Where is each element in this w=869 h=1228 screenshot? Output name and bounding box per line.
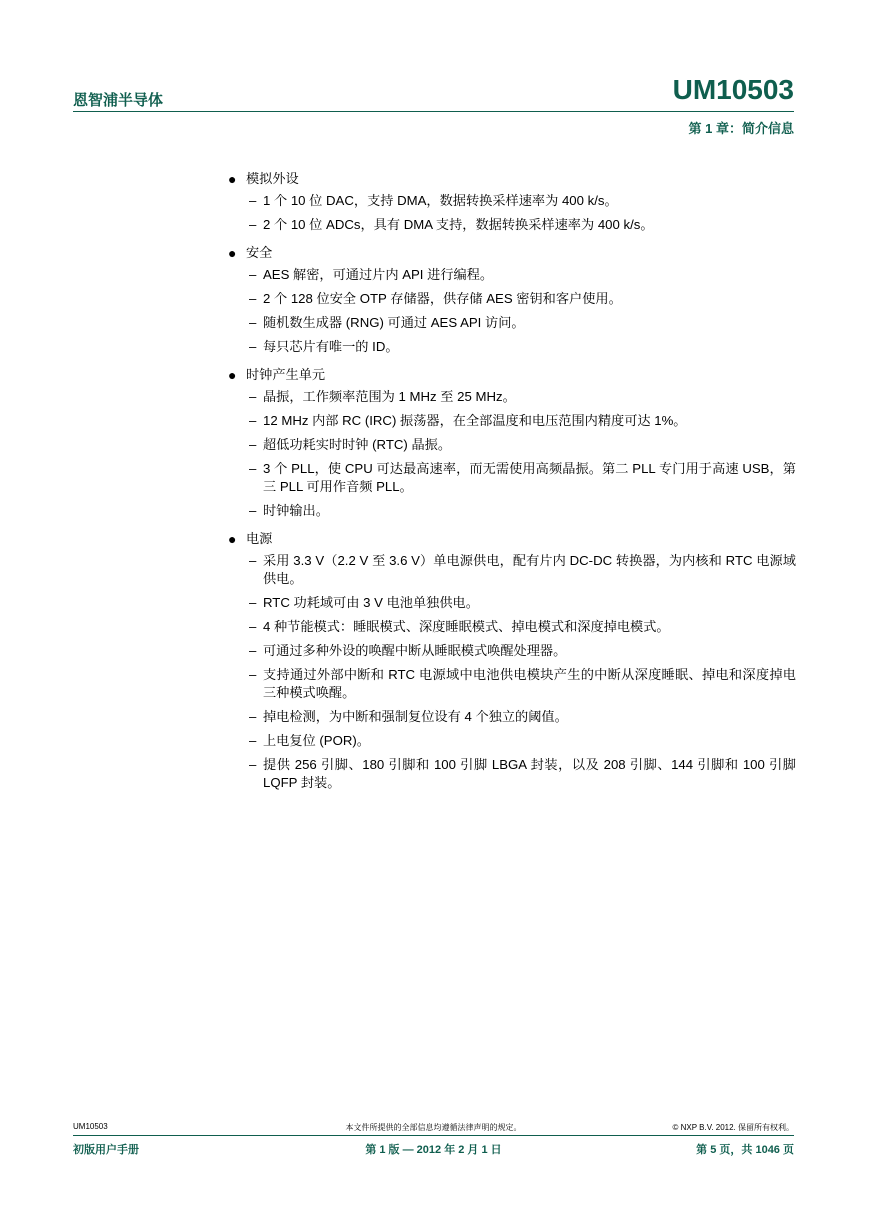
list-item: – 时钟输出。 [249, 503, 329, 518]
dash-icon: – [249, 503, 257, 518]
section-bullet [228, 530, 796, 548]
list-item: – 12 MHz 内部 RC (IRC) 振荡器，在全部温度和电压范围内精度可达 1%。 [249, 413, 687, 428]
feature-list [228, 170, 796, 802]
footer-copyright: © NXP B.V. 2012. 保留所有权利。 [672, 1123, 794, 1132]
feature-section [228, 366, 796, 520]
header-divider [73, 111, 794, 112]
footer-page-number: 第 5 页，共 1046 页 [696, 1144, 794, 1156]
list-item: – 上电复位 (POR)。 [249, 733, 370, 748]
document-id: UM10503 [672, 74, 794, 105]
section-title: 模拟外设 [246, 171, 299, 186]
bullet-icon: ● [228, 367, 237, 383]
dash-icon: – [249, 757, 257, 772]
dash-icon: – [249, 667, 257, 682]
list-item: – 提供 256 引脚、180 引脚和 100 引脚 LBGA 封装，以及 208 引脚、144 引脚和 100 引脚 LQFP 封装。 [249, 757, 796, 790]
footer-divider [73, 1135, 794, 1136]
dash-icon: – [249, 339, 257, 354]
dash-icon: – [249, 553, 257, 568]
list-item: – 1 个 10 位 DAC，支持 DMA，数据转换采样速率为 400 k/s。 [249, 193, 618, 208]
section-bullet [228, 366, 796, 384]
bullet-icon: ● [228, 245, 237, 261]
feature-section [228, 244, 796, 356]
dash-icon: – [249, 193, 257, 208]
list-item: – 4 种节能模式：睡眠模式、深度睡眠模式、掉电模式和深度掉电模式。 [249, 619, 670, 634]
feature-section [228, 170, 796, 234]
list-item: – 晶振，工作频率范围为 1 MHz 至 25 MHz。 [249, 389, 516, 404]
section-title: 安全 [246, 245, 273, 260]
footer-legal-row [73, 1122, 794, 1134]
chapter-title: 第 1 章：简介信息 [688, 121, 794, 136]
list-item: – 每只芯片有唯一的 ID。 [249, 339, 399, 354]
section-bullet [228, 244, 796, 262]
list-item: – 支持通过外部中断和 RTC 电源域中电池供电模块产生的中断从深度睡眠、掉电和深度掉电三种模式唤醒。 [249, 667, 796, 700]
dash-icon: – [249, 709, 257, 724]
footer-legal-notice: 本文件所提供的全部信息均遵循法律声明的规定。 [345, 1123, 522, 1132]
footer-doc-id: UM10503 [73, 1122, 108, 1131]
list-item: – 掉电检测，为中断和强制复位设有 4 个独立的阈值。 [249, 709, 568, 724]
dash-icon: – [249, 461, 257, 476]
footer-info-row [73, 1141, 794, 1157]
list-item: – RTC 功耗域可由 3 V 电池单独供电。 [249, 595, 479, 610]
section-title: 电源 [246, 531, 273, 546]
company-name: 恩智浦半导体 [73, 92, 164, 109]
footer-version: 第 1 版 — 2012 年 2 月 1 日 [365, 1144, 502, 1156]
bullet-icon: ● [228, 171, 237, 187]
list-item: – 2 个 10 位 ADCs，具有 DMA 支持，数据转换采样速率为 400 k/s。 [249, 217, 654, 232]
footer-manual-type: 初版用户手册 [73, 1144, 139, 1156]
list-item: – 可通过多种外设的唤醒中断从睡眠模式唤醒处理器。 [249, 643, 567, 658]
dash-icon: – [249, 389, 257, 404]
dash-icon: – [249, 315, 257, 330]
dash-icon: – [249, 291, 257, 306]
dash-icon: – [249, 437, 257, 452]
section-title: 时钟产生单元 [246, 367, 326, 382]
list-item: – 随机数生成器 (RNG) 可通过 AES API 访问。 [249, 315, 525, 330]
list-item: – 2 个 128 位安全 OTP 存储器，供存储 AES 密钥和客户使用。 [249, 291, 622, 306]
dash-icon: – [249, 267, 257, 282]
dash-icon: – [249, 619, 257, 634]
dash-icon: – [249, 217, 257, 232]
dash-icon: – [249, 595, 257, 610]
list-item: – 3 个 PLL，使 CPU 可达最高速率，而无需使用高频晶振。第二 PLL 专门用于高速 USB，第三 PLL 可用作音频 PLL。 [249, 461, 796, 494]
dash-icon: – [249, 413, 257, 428]
section-bullet [228, 170, 796, 188]
list-item: – 超低功耗实时时钟 (RTC) 晶振。 [249, 437, 452, 452]
dash-icon: – [249, 643, 257, 658]
list-item: – 采用 3.3 V（2.2 V 至 3.6 V）单电源供电，配有片内 DC-DC 转换器，为内核和 RTC 电源域供电。 [249, 553, 796, 586]
list-item: – AES 解密，可通过片内 API 进行编程。 [249, 267, 494, 282]
bullet-icon: ● [228, 531, 237, 547]
dash-icon: – [249, 733, 257, 748]
feature-section [228, 530, 796, 792]
